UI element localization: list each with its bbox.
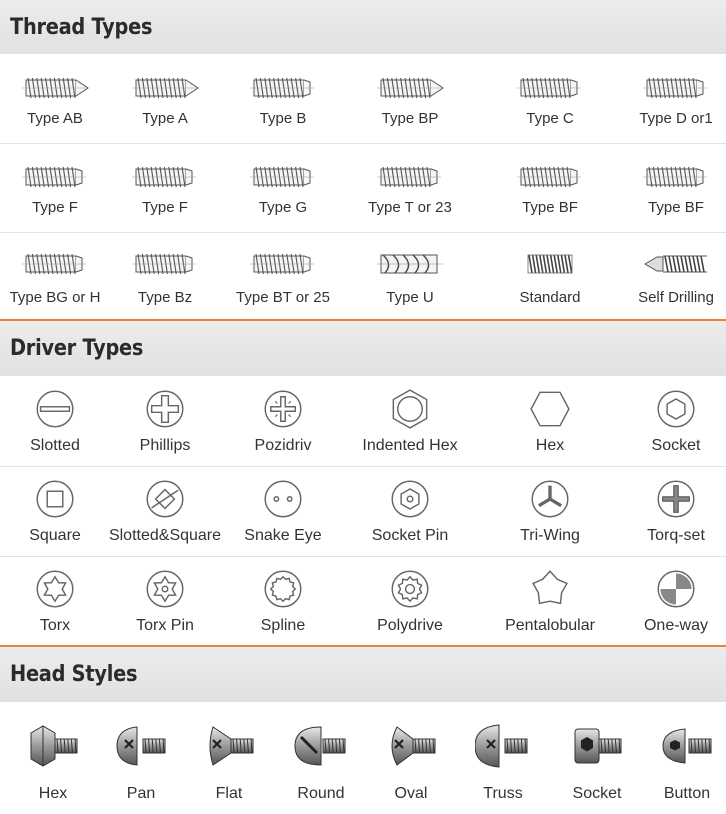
driver-type-item (223, 467, 343, 556)
head-style-item (459, 703, 547, 814)
thread-type-item (616, 55, 726, 143)
thread-type-item (490, 144, 610, 232)
slotted-square-driver-icon (105, 467, 225, 519)
thread-type-item (0, 55, 115, 143)
thread-type-label: Type U (386, 289, 434, 306)
driver-type-label: Torx (39, 617, 71, 634)
driver-type-label: One-way (643, 617, 709, 634)
spline-driver-icon (223, 557, 343, 609)
driver-type-item (350, 377, 470, 466)
thread-type-label: Type F (32, 199, 78, 216)
slotted-driver-icon (0, 377, 115, 429)
type-bf-thread-icon (490, 144, 610, 194)
polydrive-driver-icon (350, 557, 470, 609)
head-style-item (9, 703, 97, 814)
type-t-or-23-thread-icon (350, 144, 470, 194)
thread-type-label: Type AB (27, 110, 83, 127)
driver-type-label: Socket (651, 437, 701, 454)
head-style-label: Round (297, 785, 345, 802)
torq-set-driver-icon (616, 467, 726, 519)
thread-type-label: Self Drilling (638, 289, 714, 306)
type-d-or1-thread-icon (616, 55, 726, 105)
thread-type-item (616, 144, 726, 232)
truss-head-icon (459, 703, 547, 769)
thread-type-item (350, 233, 470, 319)
button-head-icon (643, 703, 726, 769)
phillips-driver-icon (105, 377, 225, 429)
type-bt-or-25-thread-icon (223, 233, 343, 281)
driver-type-label: Tri-Wing (520, 527, 580, 544)
type-ab-thread-icon (0, 55, 115, 105)
driver-type-label: Slotted&Square (108, 527, 222, 544)
thread-type-label: Type BF (648, 199, 704, 216)
thread-type-item (350, 55, 470, 143)
hex-driver-icon (490, 377, 610, 429)
thread-type-label: Type T or 23 (368, 199, 452, 216)
socket-pin-driver-icon (350, 467, 470, 519)
type-f-thread-icon (105, 144, 225, 194)
driver-type-item (350, 467, 470, 556)
round-head-icon (277, 703, 365, 769)
torx-pin-driver-icon (105, 557, 225, 609)
driver-type-label: Slotted (30, 437, 80, 454)
driver-type-label: Pentalobular (505, 617, 595, 634)
type-u-thread-icon (350, 233, 470, 281)
driver-type-item (105, 377, 225, 466)
row-divider (0, 143, 726, 144)
driver-type-item (223, 557, 343, 645)
driver-types-header (0, 321, 726, 376)
head-style-label: Hex (38, 785, 68, 802)
thread-type-item (350, 144, 470, 232)
driver-type-label: Socket Pin (371, 527, 449, 544)
thread-type-item (0, 144, 115, 232)
head-style-item (553, 703, 641, 814)
thread-type-label: Type F (142, 199, 188, 216)
driver-type-label: Torq-set (647, 527, 705, 544)
thread-type-item (490, 55, 610, 143)
head-style-label: Socket (572, 785, 622, 802)
thread-type-label: Type C (526, 110, 574, 127)
type-bp-thread-icon (350, 55, 470, 105)
snake-eye-driver-icon (223, 467, 343, 519)
row-divider (0, 466, 726, 467)
head-row (0, 703, 726, 814)
thread-type-label: Type A (142, 110, 188, 127)
thread-type-item (223, 144, 343, 232)
section-title: Thread Types (10, 14, 153, 40)
thread-type-label: Type BG or H (9, 289, 101, 306)
torx-driver-icon (0, 557, 115, 609)
thread-type-item (616, 233, 726, 319)
driver-row (0, 557, 726, 645)
driver-type-item (0, 557, 115, 645)
type-b-thread-icon (223, 55, 343, 105)
thread-type-label: Type Bz (137, 289, 193, 306)
driver-type-label: Pozidriv (254, 437, 312, 454)
thread-type-label: Standard (519, 289, 581, 306)
thread-type-label: Type BP (381, 110, 439, 127)
driver-type-label: Hex (535, 437, 565, 454)
head-style-item (277, 703, 365, 814)
driver-type-label: Snake Eye (244, 527, 322, 544)
section-title: Driver Types (10, 336, 144, 361)
indented-hex-driver-icon (350, 377, 470, 429)
driver-type-item (105, 467, 225, 556)
pan-head-icon (97, 703, 185, 769)
driver-type-item (490, 377, 610, 466)
hex-head-icon (9, 703, 97, 769)
thread-type-label: Type D or1 (639, 110, 713, 127)
driver-type-item (616, 377, 726, 466)
thread-type-item (223, 55, 343, 143)
head-style-item (643, 703, 726, 814)
thread-type-label: Type BF (522, 199, 578, 216)
driver-type-item (616, 557, 726, 645)
thread-type-item (105, 233, 225, 319)
type-bz-thread-icon (105, 233, 225, 281)
driver-type-item (0, 377, 115, 466)
driver-type-label: Phillips (139, 437, 191, 454)
thread-type-label: Type BT or 25 (236, 289, 330, 306)
driver-row (0, 467, 726, 556)
head-style-label: Flat (215, 785, 243, 802)
type-g-thread-icon (223, 144, 343, 194)
self-drilling-thread-icon (616, 233, 726, 281)
thread-types-header (0, 0, 726, 54)
head-style-label: Oval (394, 785, 428, 802)
tri-wing-driver-icon (490, 467, 610, 519)
driver-type-label: Torx Pin (136, 617, 194, 634)
thread-type-item (490, 233, 610, 319)
thread-row (0, 144, 726, 232)
head-style-item (185, 703, 273, 814)
socket-head-icon (553, 703, 641, 769)
head-style-item (367, 703, 455, 814)
pozidriv-driver-icon (223, 377, 343, 429)
head-style-label: Truss (483, 785, 523, 802)
driver-type-item (223, 377, 343, 466)
driver-type-label: Indented Hex (362, 437, 458, 454)
one-way-driver-icon (616, 557, 726, 609)
driver-type-label: Spline (260, 617, 306, 634)
standard-thread-icon (490, 233, 610, 281)
type-bf-thread-icon (616, 144, 726, 194)
type-bg-or-h-thread-icon (0, 233, 115, 281)
driver-type-label: Polydrive (377, 617, 443, 634)
head-style-item (97, 703, 185, 814)
head-style-label: Pan (126, 785, 156, 802)
driver-type-item (350, 557, 470, 645)
driver-type-item (616, 467, 726, 556)
thread-row (0, 233, 726, 319)
type-a-thread-icon (105, 55, 225, 105)
oval-head-icon (367, 703, 455, 769)
thread-type-label: Type G (258, 199, 308, 216)
row-divider (0, 232, 726, 233)
driver-type-label: Square (29, 527, 81, 544)
driver-type-item (490, 557, 610, 645)
type-c-thread-icon (490, 55, 610, 105)
thread-type-label: Type B (259, 110, 307, 127)
flat-head-icon (185, 703, 273, 769)
head-styles-header (0, 647, 726, 702)
row-divider (0, 556, 726, 557)
type-f-thread-icon (0, 144, 115, 194)
thread-type-item (105, 55, 225, 143)
pentalobular-driver-icon (490, 557, 610, 609)
section-title: Head Styles (10, 662, 138, 687)
driver-type-item (490, 467, 610, 556)
thread-type-item (0, 233, 115, 319)
thread-type-item (105, 144, 225, 232)
square-driver-icon (0, 467, 115, 519)
head-style-label: Button (663, 785, 711, 802)
thread-type-item (223, 233, 343, 319)
thread-row (0, 55, 726, 143)
socket-driver-icon (616, 377, 726, 429)
driver-type-item (0, 467, 115, 556)
driver-type-item (105, 557, 225, 645)
driver-row (0, 377, 726, 466)
